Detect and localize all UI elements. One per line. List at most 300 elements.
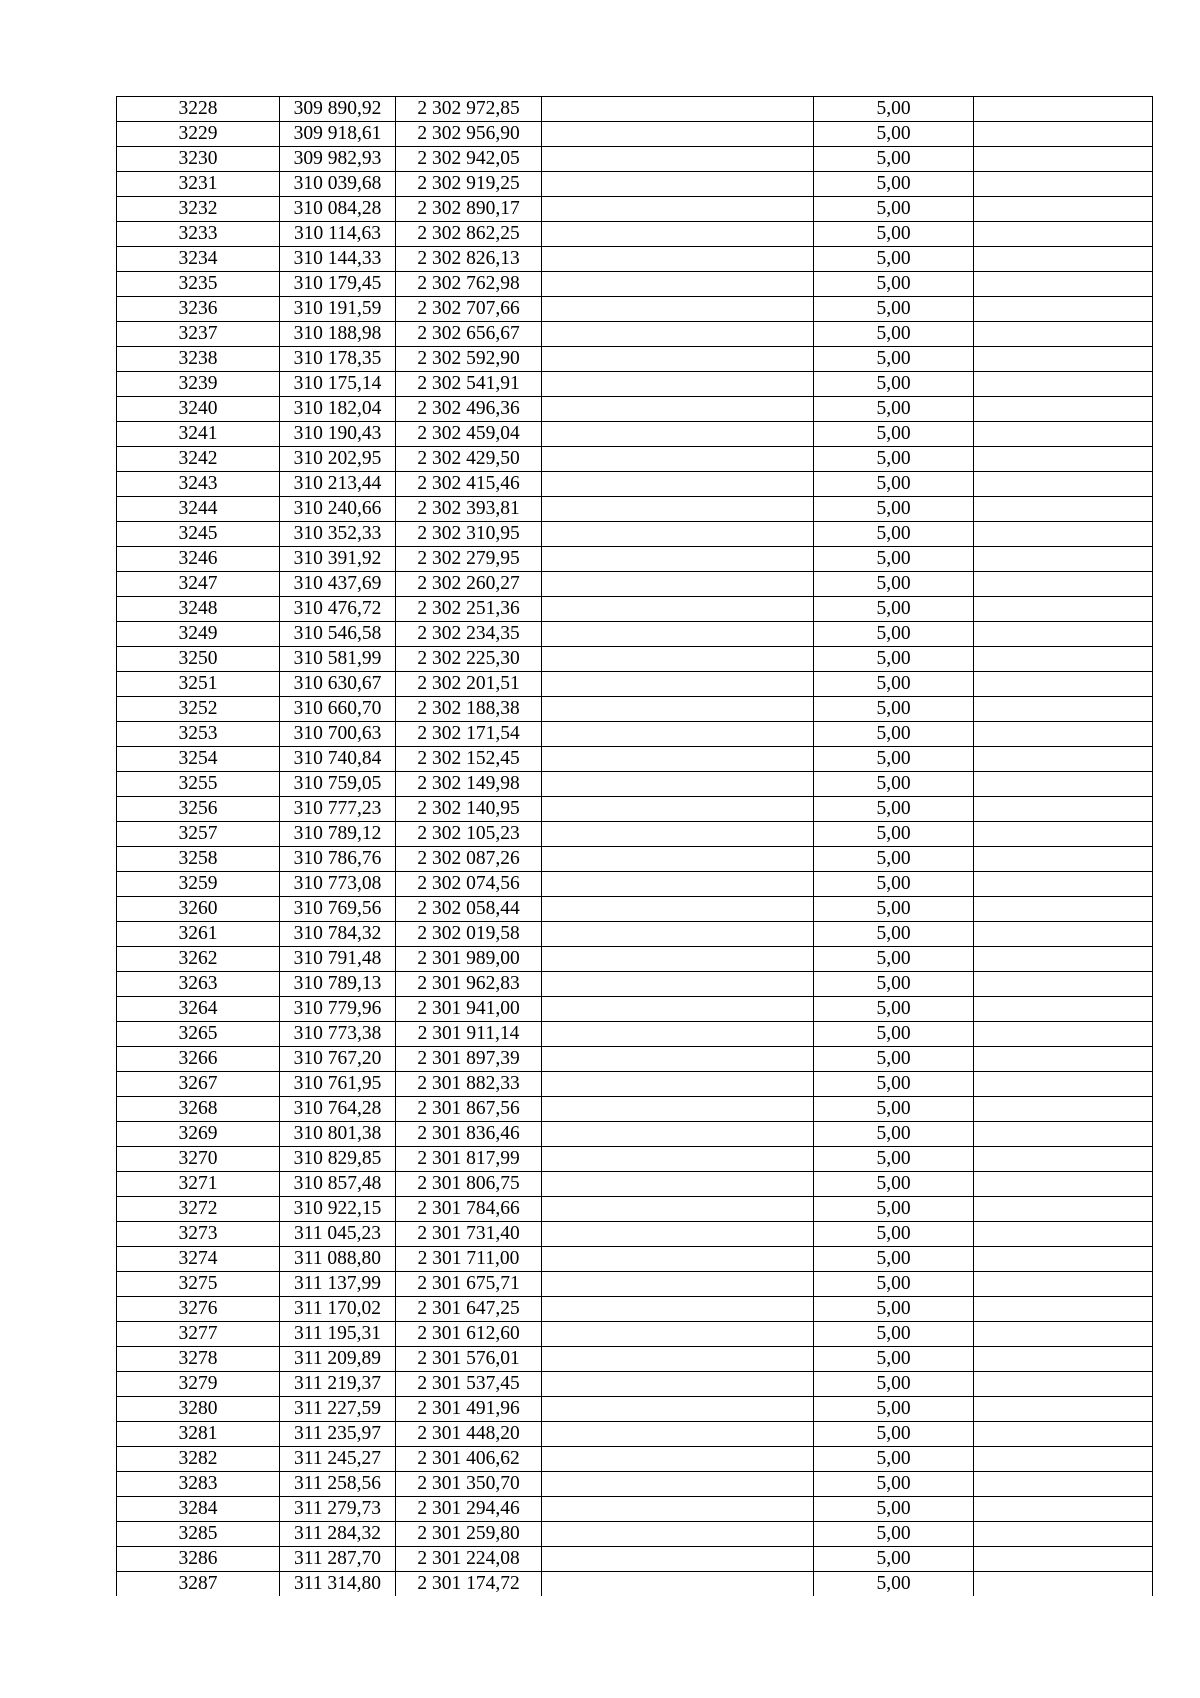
x-coordinate-cell: 311 279,73 xyxy=(280,1497,396,1522)
x-coordinate-cell: 311 195,31 xyxy=(280,1322,396,1347)
empty-cell xyxy=(974,122,1153,147)
x-coordinate-cell: 310 740,84 xyxy=(280,747,396,772)
empty-cell xyxy=(974,347,1153,372)
x-coordinate-cell: 310 191,59 xyxy=(280,297,396,322)
empty-cell xyxy=(542,1197,814,1222)
point-number-cell: 3231 xyxy=(117,172,280,197)
y-coordinate-cell: 2 302 393,81 xyxy=(396,497,542,522)
point-number-cell: 3230 xyxy=(117,147,280,172)
distance-cell: 5,00 xyxy=(814,497,974,522)
point-number-cell: 3281 xyxy=(117,1422,280,1447)
empty-cell xyxy=(974,847,1153,872)
point-number-cell: 3240 xyxy=(117,397,280,422)
y-coordinate-cell: 2 301 448,20 xyxy=(396,1422,542,1447)
empty-cell xyxy=(974,822,1153,847)
x-coordinate-cell: 310 759,05 xyxy=(280,772,396,797)
point-number-cell: 3255 xyxy=(117,772,280,797)
y-coordinate-cell: 2 302 279,95 xyxy=(396,547,542,572)
y-coordinate-cell: 2 302 415,46 xyxy=(396,472,542,497)
point-number-cell: 3250 xyxy=(117,647,280,672)
point-number-cell: 3237 xyxy=(117,322,280,347)
point-number-cell: 3256 xyxy=(117,797,280,822)
empty-cell xyxy=(542,547,814,572)
x-coordinate-cell: 310 801,38 xyxy=(280,1122,396,1147)
empty-cell xyxy=(542,947,814,972)
empty-cell xyxy=(542,472,814,497)
empty-cell xyxy=(974,197,1153,222)
x-coordinate-cell: 310 630,67 xyxy=(280,672,396,697)
y-coordinate-cell: 2 302 152,45 xyxy=(396,747,542,772)
coordinates-table xyxy=(116,96,1153,1596)
empty-cell xyxy=(542,1422,814,1447)
distance-cell: 5,00 xyxy=(814,1122,974,1147)
empty-cell xyxy=(542,422,814,447)
distance-cell: 5,00 xyxy=(814,697,974,722)
point-number-cell: 3269 xyxy=(117,1122,280,1147)
distance-cell: 5,00 xyxy=(814,1297,974,1322)
empty-cell xyxy=(974,872,1153,897)
point-number-cell: 3267 xyxy=(117,1072,280,1097)
empty-cell xyxy=(974,147,1153,172)
point-number-cell: 3233 xyxy=(117,222,280,247)
y-coordinate-cell: 2 301 784,66 xyxy=(396,1197,542,1222)
y-coordinate-cell: 2 302 225,30 xyxy=(396,647,542,672)
empty-cell xyxy=(542,822,814,847)
empty-cell xyxy=(542,447,814,472)
distance-cell: 5,00 xyxy=(814,1447,974,1472)
y-coordinate-cell: 2 302 459,04 xyxy=(396,422,542,447)
x-coordinate-cell: 310 769,56 xyxy=(280,897,396,922)
y-coordinate-cell: 2 302 826,13 xyxy=(396,247,542,272)
table-row xyxy=(117,872,1153,897)
empty-cell xyxy=(974,697,1153,722)
distance-cell: 5,00 xyxy=(814,97,974,122)
empty-cell xyxy=(974,972,1153,997)
x-coordinate-cell: 310 791,48 xyxy=(280,947,396,972)
empty-cell xyxy=(974,97,1153,122)
empty-cell xyxy=(542,122,814,147)
x-coordinate-cell: 310 761,95 xyxy=(280,1072,396,1097)
table-row xyxy=(117,522,1153,547)
point-number-cell: 3280 xyxy=(117,1397,280,1422)
y-coordinate-cell: 2 302 862,25 xyxy=(396,222,542,247)
table-row xyxy=(117,247,1153,272)
empty-cell xyxy=(542,922,814,947)
distance-cell: 5,00 xyxy=(814,147,974,172)
point-number-cell: 3263 xyxy=(117,972,280,997)
empty-cell xyxy=(974,222,1153,247)
point-number-cell: 3271 xyxy=(117,1172,280,1197)
distance-cell: 5,00 xyxy=(814,1047,974,1072)
empty-cell xyxy=(542,1397,814,1422)
distance-cell: 5,00 xyxy=(814,372,974,397)
y-coordinate-cell: 2 301 806,75 xyxy=(396,1172,542,1197)
empty-cell xyxy=(542,597,814,622)
y-coordinate-cell: 2 302 310,95 xyxy=(396,522,542,547)
point-number-cell: 3252 xyxy=(117,697,280,722)
empty-cell xyxy=(974,172,1153,197)
point-number-cell: 3243 xyxy=(117,472,280,497)
distance-cell: 5,00 xyxy=(814,247,974,272)
table-row xyxy=(117,822,1153,847)
table-row xyxy=(117,372,1153,397)
distance-cell: 5,00 xyxy=(814,272,974,297)
y-coordinate-cell: 2 301 406,62 xyxy=(396,1447,542,1472)
distance-cell: 5,00 xyxy=(814,547,974,572)
empty-cell xyxy=(974,722,1153,747)
empty-cell xyxy=(542,1222,814,1247)
distance-cell: 5,00 xyxy=(814,1422,974,1447)
table-row xyxy=(117,1122,1153,1147)
table-row xyxy=(117,1497,1153,1522)
x-coordinate-cell: 311 209,89 xyxy=(280,1347,396,1372)
point-number-cell: 3257 xyxy=(117,822,280,847)
table-row xyxy=(117,1022,1153,1047)
empty-cell xyxy=(542,722,814,747)
table-row xyxy=(117,172,1153,197)
table-row xyxy=(117,1197,1153,1222)
table-row xyxy=(117,347,1153,372)
x-coordinate-cell: 310 240,66 xyxy=(280,497,396,522)
coordinates-table-body xyxy=(117,97,1153,1597)
empty-cell xyxy=(974,1472,1153,1497)
distance-cell: 5,00 xyxy=(814,1197,974,1222)
table-row xyxy=(117,1322,1153,1347)
y-coordinate-cell: 2 301 350,70 xyxy=(396,1472,542,1497)
point-number-cell: 3265 xyxy=(117,1022,280,1047)
table-row xyxy=(117,1297,1153,1322)
x-coordinate-cell: 310 039,68 xyxy=(280,172,396,197)
x-coordinate-cell: 310 786,76 xyxy=(280,847,396,872)
point-number-cell: 3258 xyxy=(117,847,280,872)
distance-cell: 5,00 xyxy=(814,1572,974,1597)
distance-cell: 5,00 xyxy=(814,572,974,597)
empty-cell xyxy=(542,1497,814,1522)
empty-cell xyxy=(974,622,1153,647)
x-coordinate-cell: 309 918,61 xyxy=(280,122,396,147)
point-number-cell: 3262 xyxy=(117,947,280,972)
x-coordinate-cell: 311 284,32 xyxy=(280,1522,396,1547)
distance-cell: 5,00 xyxy=(814,1022,974,1047)
x-coordinate-cell: 310 764,28 xyxy=(280,1097,396,1122)
y-coordinate-cell: 2 301 294,46 xyxy=(396,1497,542,1522)
y-coordinate-cell: 2 302 942,05 xyxy=(396,147,542,172)
point-number-cell: 3286 xyxy=(117,1547,280,1572)
table-row xyxy=(117,972,1153,997)
table-row xyxy=(117,572,1153,597)
y-coordinate-cell: 2 302 251,36 xyxy=(396,597,542,622)
point-number-cell: 3268 xyxy=(117,1097,280,1122)
empty-cell xyxy=(974,1372,1153,1397)
empty-cell xyxy=(542,1097,814,1122)
table-row xyxy=(117,772,1153,797)
y-coordinate-cell: 2 301 867,56 xyxy=(396,1097,542,1122)
x-coordinate-cell: 310 202,95 xyxy=(280,447,396,472)
point-number-cell: 3229 xyxy=(117,122,280,147)
point-number-cell: 3235 xyxy=(117,272,280,297)
x-coordinate-cell: 310 857,48 xyxy=(280,1172,396,1197)
y-coordinate-cell: 2 302 592,90 xyxy=(396,347,542,372)
empty-cell xyxy=(974,472,1153,497)
table-row xyxy=(117,897,1153,922)
empty-cell xyxy=(974,772,1153,797)
distance-cell: 5,00 xyxy=(814,1522,974,1547)
table-row xyxy=(117,147,1153,172)
table-row xyxy=(117,1147,1153,1172)
empty-cell xyxy=(542,1047,814,1072)
point-number-cell: 3251 xyxy=(117,672,280,697)
distance-cell: 5,00 xyxy=(814,747,974,772)
x-coordinate-cell: 310 581,99 xyxy=(280,647,396,672)
x-coordinate-cell: 310 773,38 xyxy=(280,1022,396,1047)
table-row xyxy=(117,1097,1153,1122)
empty-cell xyxy=(542,222,814,247)
empty-cell xyxy=(542,1297,814,1322)
y-coordinate-cell: 2 302 707,66 xyxy=(396,297,542,322)
y-coordinate-cell: 2 302 972,85 xyxy=(396,97,542,122)
point-number-cell: 3241 xyxy=(117,422,280,447)
y-coordinate-cell: 2 302 140,95 xyxy=(396,797,542,822)
y-coordinate-cell: 2 301 224,08 xyxy=(396,1547,542,1572)
x-coordinate-cell: 310 190,43 xyxy=(280,422,396,447)
y-coordinate-cell: 2 302 260,27 xyxy=(396,572,542,597)
table-row xyxy=(117,1422,1153,1447)
empty-cell xyxy=(542,622,814,647)
empty-cell xyxy=(542,1272,814,1297)
x-coordinate-cell: 311 045,23 xyxy=(280,1222,396,1247)
empty-cell xyxy=(974,1447,1153,1472)
empty-cell xyxy=(542,1247,814,1272)
x-coordinate-cell: 310 188,98 xyxy=(280,322,396,347)
distance-cell: 5,00 xyxy=(814,847,974,872)
point-number-cell: 3278 xyxy=(117,1347,280,1372)
empty-cell xyxy=(974,647,1153,672)
distance-cell: 5,00 xyxy=(814,322,974,347)
empty-cell xyxy=(974,897,1153,922)
y-coordinate-cell: 2 302 074,56 xyxy=(396,872,542,897)
empty-cell xyxy=(542,497,814,522)
distance-cell: 5,00 xyxy=(814,1172,974,1197)
x-coordinate-cell: 309 890,92 xyxy=(280,97,396,122)
x-coordinate-cell: 310 437,69 xyxy=(280,572,396,597)
empty-cell xyxy=(542,1122,814,1147)
empty-cell xyxy=(542,1547,814,1572)
empty-cell xyxy=(974,1497,1153,1522)
table-row xyxy=(117,922,1153,947)
y-coordinate-cell: 2 301 911,14 xyxy=(396,1022,542,1047)
distance-cell: 5,00 xyxy=(814,597,974,622)
empty-cell xyxy=(542,247,814,272)
empty-cell xyxy=(974,1047,1153,1072)
table-row xyxy=(117,1172,1153,1197)
empty-cell xyxy=(974,422,1153,447)
empty-cell xyxy=(974,397,1153,422)
y-coordinate-cell: 2 302 105,23 xyxy=(396,822,542,847)
empty-cell xyxy=(974,1572,1153,1597)
empty-cell xyxy=(974,247,1153,272)
empty-cell xyxy=(974,522,1153,547)
empty-cell xyxy=(974,497,1153,522)
x-coordinate-cell: 310 144,33 xyxy=(280,247,396,272)
distance-cell: 5,00 xyxy=(814,1072,974,1097)
x-coordinate-cell: 310 700,63 xyxy=(280,722,396,747)
distance-cell: 5,00 xyxy=(814,447,974,472)
y-coordinate-cell: 2 302 496,36 xyxy=(396,397,542,422)
y-coordinate-cell: 2 302 890,17 xyxy=(396,197,542,222)
table-row xyxy=(117,272,1153,297)
x-coordinate-cell: 311 314,80 xyxy=(280,1572,396,1597)
table-row xyxy=(117,1547,1153,1572)
distance-cell: 5,00 xyxy=(814,897,974,922)
y-coordinate-cell: 2 301 576,01 xyxy=(396,1347,542,1372)
empty-cell xyxy=(542,397,814,422)
point-number-cell: 3253 xyxy=(117,722,280,747)
distance-cell: 5,00 xyxy=(814,1222,974,1247)
empty-cell xyxy=(974,1122,1153,1147)
x-coordinate-cell: 311 258,56 xyxy=(280,1472,396,1497)
empty-cell xyxy=(974,1172,1153,1197)
empty-cell xyxy=(974,547,1153,572)
empty-cell xyxy=(974,747,1153,772)
y-coordinate-cell: 2 301 882,33 xyxy=(396,1072,542,1097)
y-coordinate-cell: 2 302 429,50 xyxy=(396,447,542,472)
empty-cell xyxy=(542,747,814,772)
table-row xyxy=(117,1572,1153,1597)
empty-cell xyxy=(542,197,814,222)
empty-cell xyxy=(974,1097,1153,1122)
table-row xyxy=(117,397,1153,422)
distance-cell: 5,00 xyxy=(814,622,974,647)
empty-cell xyxy=(542,97,814,122)
y-coordinate-cell: 2 301 989,00 xyxy=(396,947,542,972)
empty-cell xyxy=(974,947,1153,972)
point-number-cell: 3246 xyxy=(117,547,280,572)
x-coordinate-cell: 310 391,92 xyxy=(280,547,396,572)
distance-cell: 5,00 xyxy=(814,1397,974,1422)
empty-cell xyxy=(974,797,1153,822)
point-number-cell: 3261 xyxy=(117,922,280,947)
x-coordinate-cell: 310 767,20 xyxy=(280,1047,396,1072)
empty-cell xyxy=(542,1572,814,1597)
y-coordinate-cell: 2 301 675,71 xyxy=(396,1272,542,1297)
table-row xyxy=(117,747,1153,772)
point-number-cell: 3274 xyxy=(117,1247,280,1272)
point-number-cell: 3270 xyxy=(117,1147,280,1172)
x-coordinate-cell: 310 922,15 xyxy=(280,1197,396,1222)
point-number-cell: 3245 xyxy=(117,522,280,547)
table-row xyxy=(117,122,1153,147)
empty-cell xyxy=(542,1372,814,1397)
distance-cell: 5,00 xyxy=(814,1472,974,1497)
distance-cell: 5,00 xyxy=(814,822,974,847)
table-row xyxy=(117,847,1153,872)
y-coordinate-cell: 2 301 259,80 xyxy=(396,1522,542,1547)
distance-cell: 5,00 xyxy=(814,647,974,672)
distance-cell: 5,00 xyxy=(814,947,974,972)
x-coordinate-cell: 310 352,33 xyxy=(280,522,396,547)
x-coordinate-cell: 310 777,23 xyxy=(280,797,396,822)
table-row xyxy=(117,722,1153,747)
distance-cell: 5,00 xyxy=(814,672,974,697)
y-coordinate-cell: 2 302 234,35 xyxy=(396,622,542,647)
empty-cell xyxy=(974,1322,1153,1347)
empty-cell xyxy=(542,297,814,322)
empty-cell xyxy=(974,1072,1153,1097)
empty-cell xyxy=(542,797,814,822)
distance-cell: 5,00 xyxy=(814,197,974,222)
distance-cell: 5,00 xyxy=(814,1097,974,1122)
point-number-cell: 3248 xyxy=(117,597,280,622)
x-coordinate-cell: 311 245,27 xyxy=(280,1447,396,1472)
y-coordinate-cell: 2 302 919,25 xyxy=(396,172,542,197)
y-coordinate-cell: 2 301 647,25 xyxy=(396,1297,542,1322)
x-coordinate-cell: 310 779,96 xyxy=(280,997,396,1022)
distance-cell: 5,00 xyxy=(814,1372,974,1397)
table-row xyxy=(117,1447,1153,1472)
empty-cell xyxy=(542,772,814,797)
x-coordinate-cell: 310 178,35 xyxy=(280,347,396,372)
empty-cell xyxy=(974,1547,1153,1572)
point-number-cell: 3264 xyxy=(117,997,280,1022)
distance-cell: 5,00 xyxy=(814,122,974,147)
x-coordinate-cell: 310 175,14 xyxy=(280,372,396,397)
table-row xyxy=(117,797,1153,822)
y-coordinate-cell: 2 301 897,39 xyxy=(396,1047,542,1072)
point-number-cell: 3273 xyxy=(117,1222,280,1247)
x-coordinate-cell: 311 235,97 xyxy=(280,1422,396,1447)
point-number-cell: 3287 xyxy=(117,1572,280,1597)
distance-cell: 5,00 xyxy=(814,972,974,997)
y-coordinate-cell: 2 302 541,91 xyxy=(396,372,542,397)
empty-cell xyxy=(542,1522,814,1547)
y-coordinate-cell: 2 302 762,98 xyxy=(396,272,542,297)
empty-cell xyxy=(974,672,1153,697)
distance-cell: 5,00 xyxy=(814,422,974,447)
distance-cell: 5,00 xyxy=(814,347,974,372)
distance-cell: 5,00 xyxy=(814,222,974,247)
x-coordinate-cell: 310 546,58 xyxy=(280,622,396,647)
point-number-cell: 3234 xyxy=(117,247,280,272)
x-coordinate-cell: 311 227,59 xyxy=(280,1397,396,1422)
x-coordinate-cell: 310 213,44 xyxy=(280,472,396,497)
distance-cell: 5,00 xyxy=(814,1272,974,1297)
empty-cell xyxy=(542,372,814,397)
y-coordinate-cell: 2 301 731,40 xyxy=(396,1222,542,1247)
empty-cell xyxy=(974,1147,1153,1172)
empty-cell xyxy=(974,1397,1153,1422)
table-row xyxy=(117,1372,1153,1397)
table-row xyxy=(117,297,1153,322)
empty-cell xyxy=(974,1422,1153,1447)
table-row xyxy=(117,997,1153,1022)
table-row xyxy=(117,1047,1153,1072)
distance-cell: 5,00 xyxy=(814,922,974,947)
y-coordinate-cell: 2 301 537,45 xyxy=(396,1372,542,1397)
empty-cell xyxy=(542,1147,814,1172)
x-coordinate-cell: 310 084,28 xyxy=(280,197,396,222)
distance-cell: 5,00 xyxy=(814,472,974,497)
empty-cell xyxy=(974,1272,1153,1297)
table-row xyxy=(117,472,1153,497)
y-coordinate-cell: 2 302 171,54 xyxy=(396,722,542,747)
x-coordinate-cell: 311 137,99 xyxy=(280,1272,396,1297)
x-coordinate-cell: 310 789,12 xyxy=(280,822,396,847)
empty-cell xyxy=(974,297,1153,322)
distance-cell: 5,00 xyxy=(814,522,974,547)
point-number-cell: 3276 xyxy=(117,1297,280,1322)
y-coordinate-cell: 2 302 656,67 xyxy=(396,322,542,347)
table-row xyxy=(117,697,1153,722)
